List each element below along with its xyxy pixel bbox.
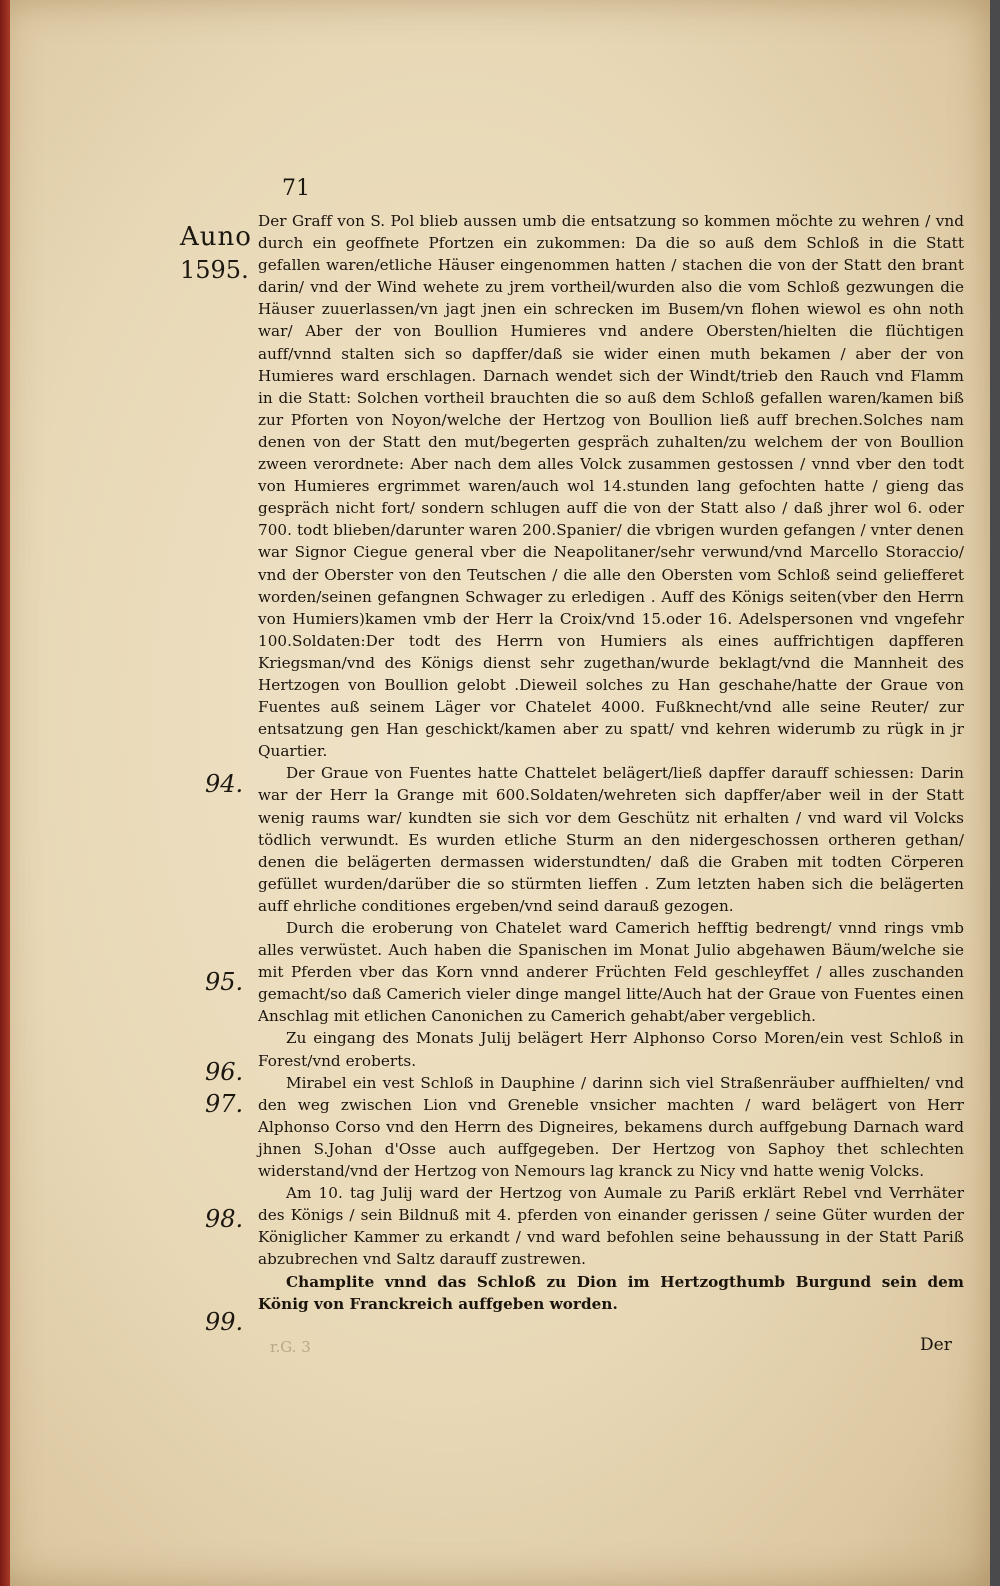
- paragraph-camerich: Durch die eroberung von Chatelet ward Camerich hefftig bedrengt/ vnnd rings vmb alles verwüstet. Auch haben die Spanischen im Monat Julio abgehawen Bäum/welche sie mit Pferden vber das Korn vnnd anderer Früchten Feld geschleyffet / alles zuschanden gemacht/so daß Camerich vieler dinge mangel litte/Auch hat der Graue von Fuentes einen Anschlag mit etlichen Canonichen zu Camerich gehabt/aber vergeblich.: [258, 919, 964, 1026]
- anno-year: 1595.: [180, 256, 249, 284]
- anno-label: Auno: [180, 222, 252, 252]
- marginal-number-99: 99.: [205, 1308, 244, 1336]
- page-number: 71: [282, 176, 310, 201]
- catchword: Der: [920, 1335, 952, 1355]
- paragraph-mirabel: Mirabel ein vest Schloß in Dauphine / darinn sich viel Straßenräuber auffhielten/ vnd den weg zwischen Lion vnd Greneble vnsicher machten / ward belägert von Herr Alphonso Corso vnd den Herrn des Digneires, bekamens durch auffgebung Darnach ward jhnen S.Johan d'Osse auch auffgegeben. Der Hertzog von Saphoy thet schlechten widerstand/vnd der Hertzog von Nemours lag kranck zu Nicy vnd hatte wenig Volcks.: [258, 1073, 964, 1181]
- marginal-number-94: 94.: [205, 770, 244, 798]
- marginal-number-95: 95.: [205, 968, 244, 996]
- paragraph-aumale: Am 10. tag Julij ward der Hertzog von Aumale zu Pariß erklärt Rebel vnd Verrhäter des Königs / sein Bildnuß mit 4. pferden von einander gerissen / seine Güter wurden der Königlicher Kammer zu erkandt / vnd ward befohlen seine behaussung in der Statt Pariß abzubrechen vnd Saltz darauff zustrewen.: [258, 1184, 964, 1269]
- marginal-number-97: 97.: [205, 1090, 244, 1118]
- paragraph-julij: Zu eingang des Monats Julij belägert Herr Alphonso Corso Moren/ein vest Schloß in Forest/vnd eroberts.: [258, 1029, 964, 1070]
- marginal-number-96: 96.: [205, 1058, 244, 1086]
- paragraph-count-pol: Der Graff von S. Pol blieb aussen umb die entsatzung so kommen möchte zu wehren / vnd durch ein geoffnete Pfortzen ein zukommen: Da die so auß dem Schloß in die Statt gefallen waren/etliche Häuser eingenommen hatten / stachen die von der Statt den brant darin/ vnd der Wind wehete zu jrem vortheil/wurden also die vom Schloß gezwungen die Häuser zuuerlassen/vn jagt jnen ein schrecken im Busem/vn flohen wiewol es ohn noth war/ Aber der von Boullion Humieres vnd andere Obersten/hielten die flüchtigen auff/vnnd stalten sich so dapffer/daß sie wider einen muth bekamen / aber der von Humieres ward erschlagen. Darnach wendet sich der Windt/trieb den Rauch vnd Flamm in die Statt: Solchen vortheil brauchten die so auß dem Schloß gefallen waren/kamen biß zur Pforten von Noyon/welche der Hertzog von Boullion ließ auff brechen.Solches nam denen von der Statt den mut/begerten gespräch zuhalten/zu welchem der von Boullion zween verordnete: Aber nach dem alles Volck zusammen gestossen / vnnd vber den todt von Humieres ergrimmet waren/auch wol 14.stunden lang gefochten hatte / gieng das gespräch nicht fort/ sondern schlugen auff die von der Statt also / daß jhrer wol 6. oder 700. todt blieben/darunter waren 200.Spanier/ die vbrigen wurden gefangen / vnter denen war Signor Ciegue general vber die Neapolitaner/sehr verwund/vnd Marcello Storaccio/ vnd der Oberster von den Teutschen / die alle den Obersten vom Schloß seind geliefferet worden/seinen gefangnen Schwager zu erledigen . Auff des Königs seiten(vber den Herrn von Humiers)kamen vmb der Herr la Croix/vnd 15.oder 16. Adelspersonen vnd vngefehr 100.Soldaten:Der todt des Herrn von Humiers als eines auffrichtigen dapfferen Kriegsman/vnd des Königs dienst sehr zugethan/wurde beklagt/vnd die Mannheit des Hertzogen von Boullion gelobt .Dieweil solches zu Han geschahe/hatte der Graue von Fuentes auß seinem Läger vor Chatelet 4000. Fußknecht/vnd alle seine Reuter/ zur entsatzung gen Han geschickt/kamen aber zu spatt/ vnd kehren widerumb zu rügk in jr Quartier.: [258, 212, 964, 761]
- body-text: [258, 210, 964, 1315]
- faint-bleed-mark: r.G. 3: [270, 1338, 311, 1356]
- paragraph-champlite: Champlite vnnd das Schloß zu Dion im Hertzogthumb Burgund sein dem König von Franckreich auffgeben worden.: [258, 1272, 964, 1313]
- paragraph-chatelet-siege: Der Graue von Fuentes hatte Chattelet belägert/ließ dapffer darauff schiessen: Darin war der Herr la Grange mit 600.Soldaten/wehreten sich dapffer/aber weil in der Statt wenig raums war/ kundten sie sich vor dem Geschütz nit erhalten / vnd ward vil Volcks tödlich verwundt. Es wurden etliche Sturm an den nidergeschossen ortheren gethan/ denen die belägerten dermassen widerstundten/ daß die Graben mit todten Cörperen gefüllet wurden/darüber die so stürmten lieffen . Zum letzten haben sich die belägerten auff ehrliche conditiones ergeben/vnd seind darauß gezogen.: [258, 764, 964, 915]
- marginal-number-98: 98.: [205, 1205, 244, 1233]
